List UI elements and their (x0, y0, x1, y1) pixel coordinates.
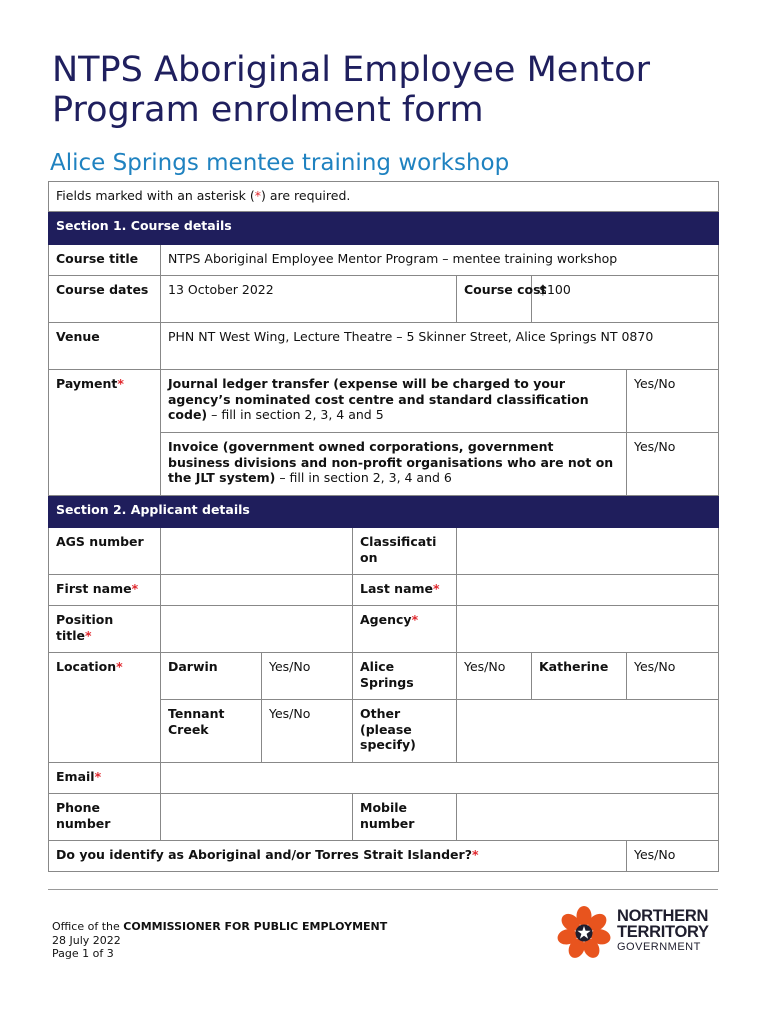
required-fields-note: Fields marked with an asterisk (*) are required. (49, 182, 719, 212)
position-title-field[interactable] (161, 606, 353, 653)
footer-office: Office of the COMMISSIONER FOR PUBLIC EMPLOYMENT (52, 920, 388, 933)
email-label: Email* (49, 763, 161, 794)
enrolment-form-table (48, 181, 719, 872)
location-tennant-creek-choice[interactable]: Yes/No (262, 700, 353, 763)
first-name-label: First name* (49, 575, 161, 606)
desert-rose-icon (555, 905, 613, 961)
aboriginal-question-choice[interactable]: Yes/No (627, 841, 719, 872)
payment-option-invoice: Invoice (government owned corporations, government business divisions and non-profit organisations who are not on the JLT system) – fill in section 2, 3, 4 and 6 (161, 433, 627, 496)
agency-field[interactable] (457, 606, 719, 653)
location-other-field[interactable] (457, 700, 719, 763)
aboriginal-question-label: Do you identify as Aboriginal and/or Torres Strait Islander?* (49, 841, 627, 872)
first-name-field[interactable] (161, 575, 353, 606)
phone-number-label: Phone number (49, 794, 161, 841)
footer-page-number: Page 1 of 3 (52, 947, 114, 960)
location-other-label: Other (please specify) (353, 700, 457, 763)
ags-number-field[interactable] (161, 528, 353, 575)
course-title-label: Course title (49, 245, 161, 276)
payment-option-journal: Journal ledger transfer (expense will be charged to your agency’s nominated cost centre and standard classification code) – fill in section 2, 3, 4 and 5 (161, 370, 627, 433)
form-title: NTPS Aboriginal Employee Mentor Program enrolment form (52, 50, 651, 130)
location-darwin-choice[interactable]: Yes/No (262, 653, 353, 700)
nt-government-logo (555, 905, 725, 961)
venue-label: Venue (49, 323, 161, 370)
form-subtitle: Alice Springs mentee training workshop (50, 150, 510, 176)
classification-label: Classificati on (353, 528, 457, 575)
section-1-header: Section 1. Course details (49, 212, 719, 245)
ags-number-label: AGS number (49, 528, 161, 575)
venue-value: PHN NT West Wing, Lecture Theatre – 5 Skinner Street, Alice Springs NT 0870 (161, 323, 719, 370)
section-2-header: Section 2. Applicant details (49, 496, 719, 528)
phone-number-field[interactable] (161, 794, 353, 841)
position-title-label: Position title* (49, 606, 161, 653)
footer (52, 920, 387, 961)
course-dates-value: 13 October 2022 (161, 276, 457, 323)
footer-date: 28 July 2022 (52, 933, 121, 947)
mobile-number-field[interactable] (457, 794, 719, 841)
last-name-field[interactable] (457, 575, 719, 606)
payment-journal-choice[interactable]: Yes/No (627, 370, 719, 433)
location-katherine-label: Katherine (532, 653, 627, 700)
location-darwin-label: Darwin (161, 653, 262, 700)
location-tennant-creek-label: Tennant Creek (161, 700, 262, 763)
footer-divider (48, 889, 718, 890)
course-title-value: NTPS Aboriginal Employee Mentor Program – mentee training workshop (161, 245, 719, 276)
mobile-number-label: Mobile number (353, 794, 457, 841)
location-alice-springs-choice[interactable]: Yes/No (457, 653, 532, 700)
course-dates-label: Course dates (49, 276, 161, 323)
payment-invoice-choice[interactable]: Yes/No (627, 433, 719, 496)
course-cost-label: Course cost (457, 276, 532, 323)
email-field[interactable] (161, 763, 719, 794)
location-alice-springs-label: Alice Springs (353, 653, 457, 700)
logo-wordmark: NORTHERN TERRITORY GOVERNMENT (617, 907, 709, 953)
location-label: Location* (49, 653, 161, 763)
last-name-label: Last name* (353, 575, 457, 606)
location-katherine-choice[interactable]: Yes/No (627, 653, 719, 700)
payment-label: Payment* (49, 370, 161, 496)
agency-label: Agency* (353, 606, 457, 653)
course-cost-value: $100 (532, 276, 719, 323)
classification-field[interactable] (457, 528, 719, 575)
